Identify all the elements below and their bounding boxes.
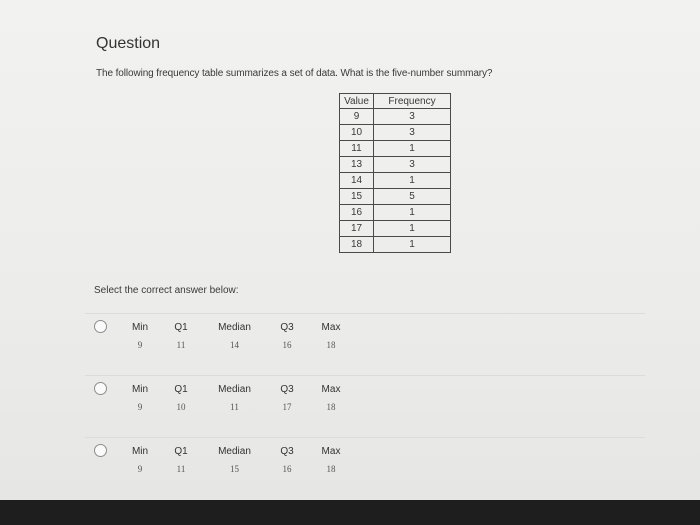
cell-frequency: 1 [374,221,451,237]
table-row [340,173,451,189]
option-a-min [127,322,153,350]
min-value: 9 [137,464,143,474]
median-value: 11 [230,402,239,412]
screen-bezel [0,500,700,525]
table-row [340,189,451,205]
answer-option-b[interactable] [85,375,645,434]
table-row [340,157,451,173]
max-label: Max [321,446,341,457]
cell-frequency: 1 [374,173,451,189]
option-a-median [212,322,257,350]
q1-value: 10 [176,402,186,412]
q3-value: 16 [282,464,292,474]
option-c-q1 [171,446,191,474]
table-row [340,221,451,237]
radio-button-a[interactable] [94,320,107,333]
cell-value: 14 [340,173,374,189]
min-label: Min [131,322,149,333]
cell-frequency: 3 [374,109,451,125]
radio-button-c[interactable] [94,444,107,457]
q1-value: 11 [176,340,186,350]
median-value: 15 [230,464,239,474]
min-value: 9 [137,340,143,350]
cell-value: 17 [340,221,374,237]
median-label: Median [218,322,251,333]
option-b-median [212,384,257,412]
cell-frequency: 3 [374,125,451,141]
max-value: 18 [326,340,336,350]
table-row [340,141,451,157]
cell-value: 18 [340,237,374,253]
option-a-q3 [276,322,298,350]
table-row [340,237,451,253]
median-label: Median [218,384,251,395]
table-header-row [340,94,451,109]
median-label: Median [218,446,251,457]
frequency-table [339,93,451,253]
cell-value: 13 [340,157,374,173]
cell-frequency: 1 [374,141,451,157]
q3-label: Q3 [280,322,294,333]
answer-option-a[interactable] [85,313,645,372]
cell-frequency: 3 [374,157,451,173]
cell-frequency: 5 [374,189,451,205]
option-b-q3 [276,384,298,412]
option-c-median [212,446,257,474]
table-row [340,109,451,125]
q3-label: Q3 [280,384,294,395]
answer-prompt: Select the correct answer below: [94,285,239,296]
question-title: Question [96,35,161,52]
median-value: 14 [230,340,239,350]
table-row [340,205,451,221]
cell-value: 15 [340,189,374,205]
min-label: Min [131,384,149,395]
table-row [340,125,451,141]
option-c-q3 [276,446,298,474]
option-b-max [318,384,344,412]
max-label: Max [321,322,341,333]
cell-frequency: 1 [374,205,451,221]
q1-label: Q1 [174,446,188,457]
q3-label: Q3 [280,446,294,457]
cell-value: 9 [340,109,374,125]
q1-label: Q1 [174,384,188,395]
cell-frequency: 1 [374,237,451,253]
q3-value: 17 [282,402,292,412]
answer-option-c[interactable] [85,437,645,496]
option-c-min [127,446,153,474]
min-label: Min [131,446,149,457]
q1-label: Q1 [174,322,188,333]
header-frequency: Frequency [374,94,451,109]
option-c-max [318,446,344,474]
header-value: Value [340,94,374,109]
max-value: 18 [326,402,336,412]
option-b-min [127,384,153,412]
q3-value: 16 [282,340,292,350]
question-text: The following frequency table summarizes a set of data. What is the five-number summary? [96,68,493,79]
max-label: Max [321,384,341,395]
q1-value: 11 [176,464,186,474]
radio-button-b[interactable] [94,382,107,395]
cell-value: 11 [340,141,374,157]
max-value: 18 [326,464,336,474]
cell-value: 10 [340,125,374,141]
cell-value: 16 [340,205,374,221]
option-b-q1 [171,384,191,412]
option-a-q1 [171,322,191,350]
option-a-max [318,322,344,350]
min-value: 9 [137,402,143,412]
